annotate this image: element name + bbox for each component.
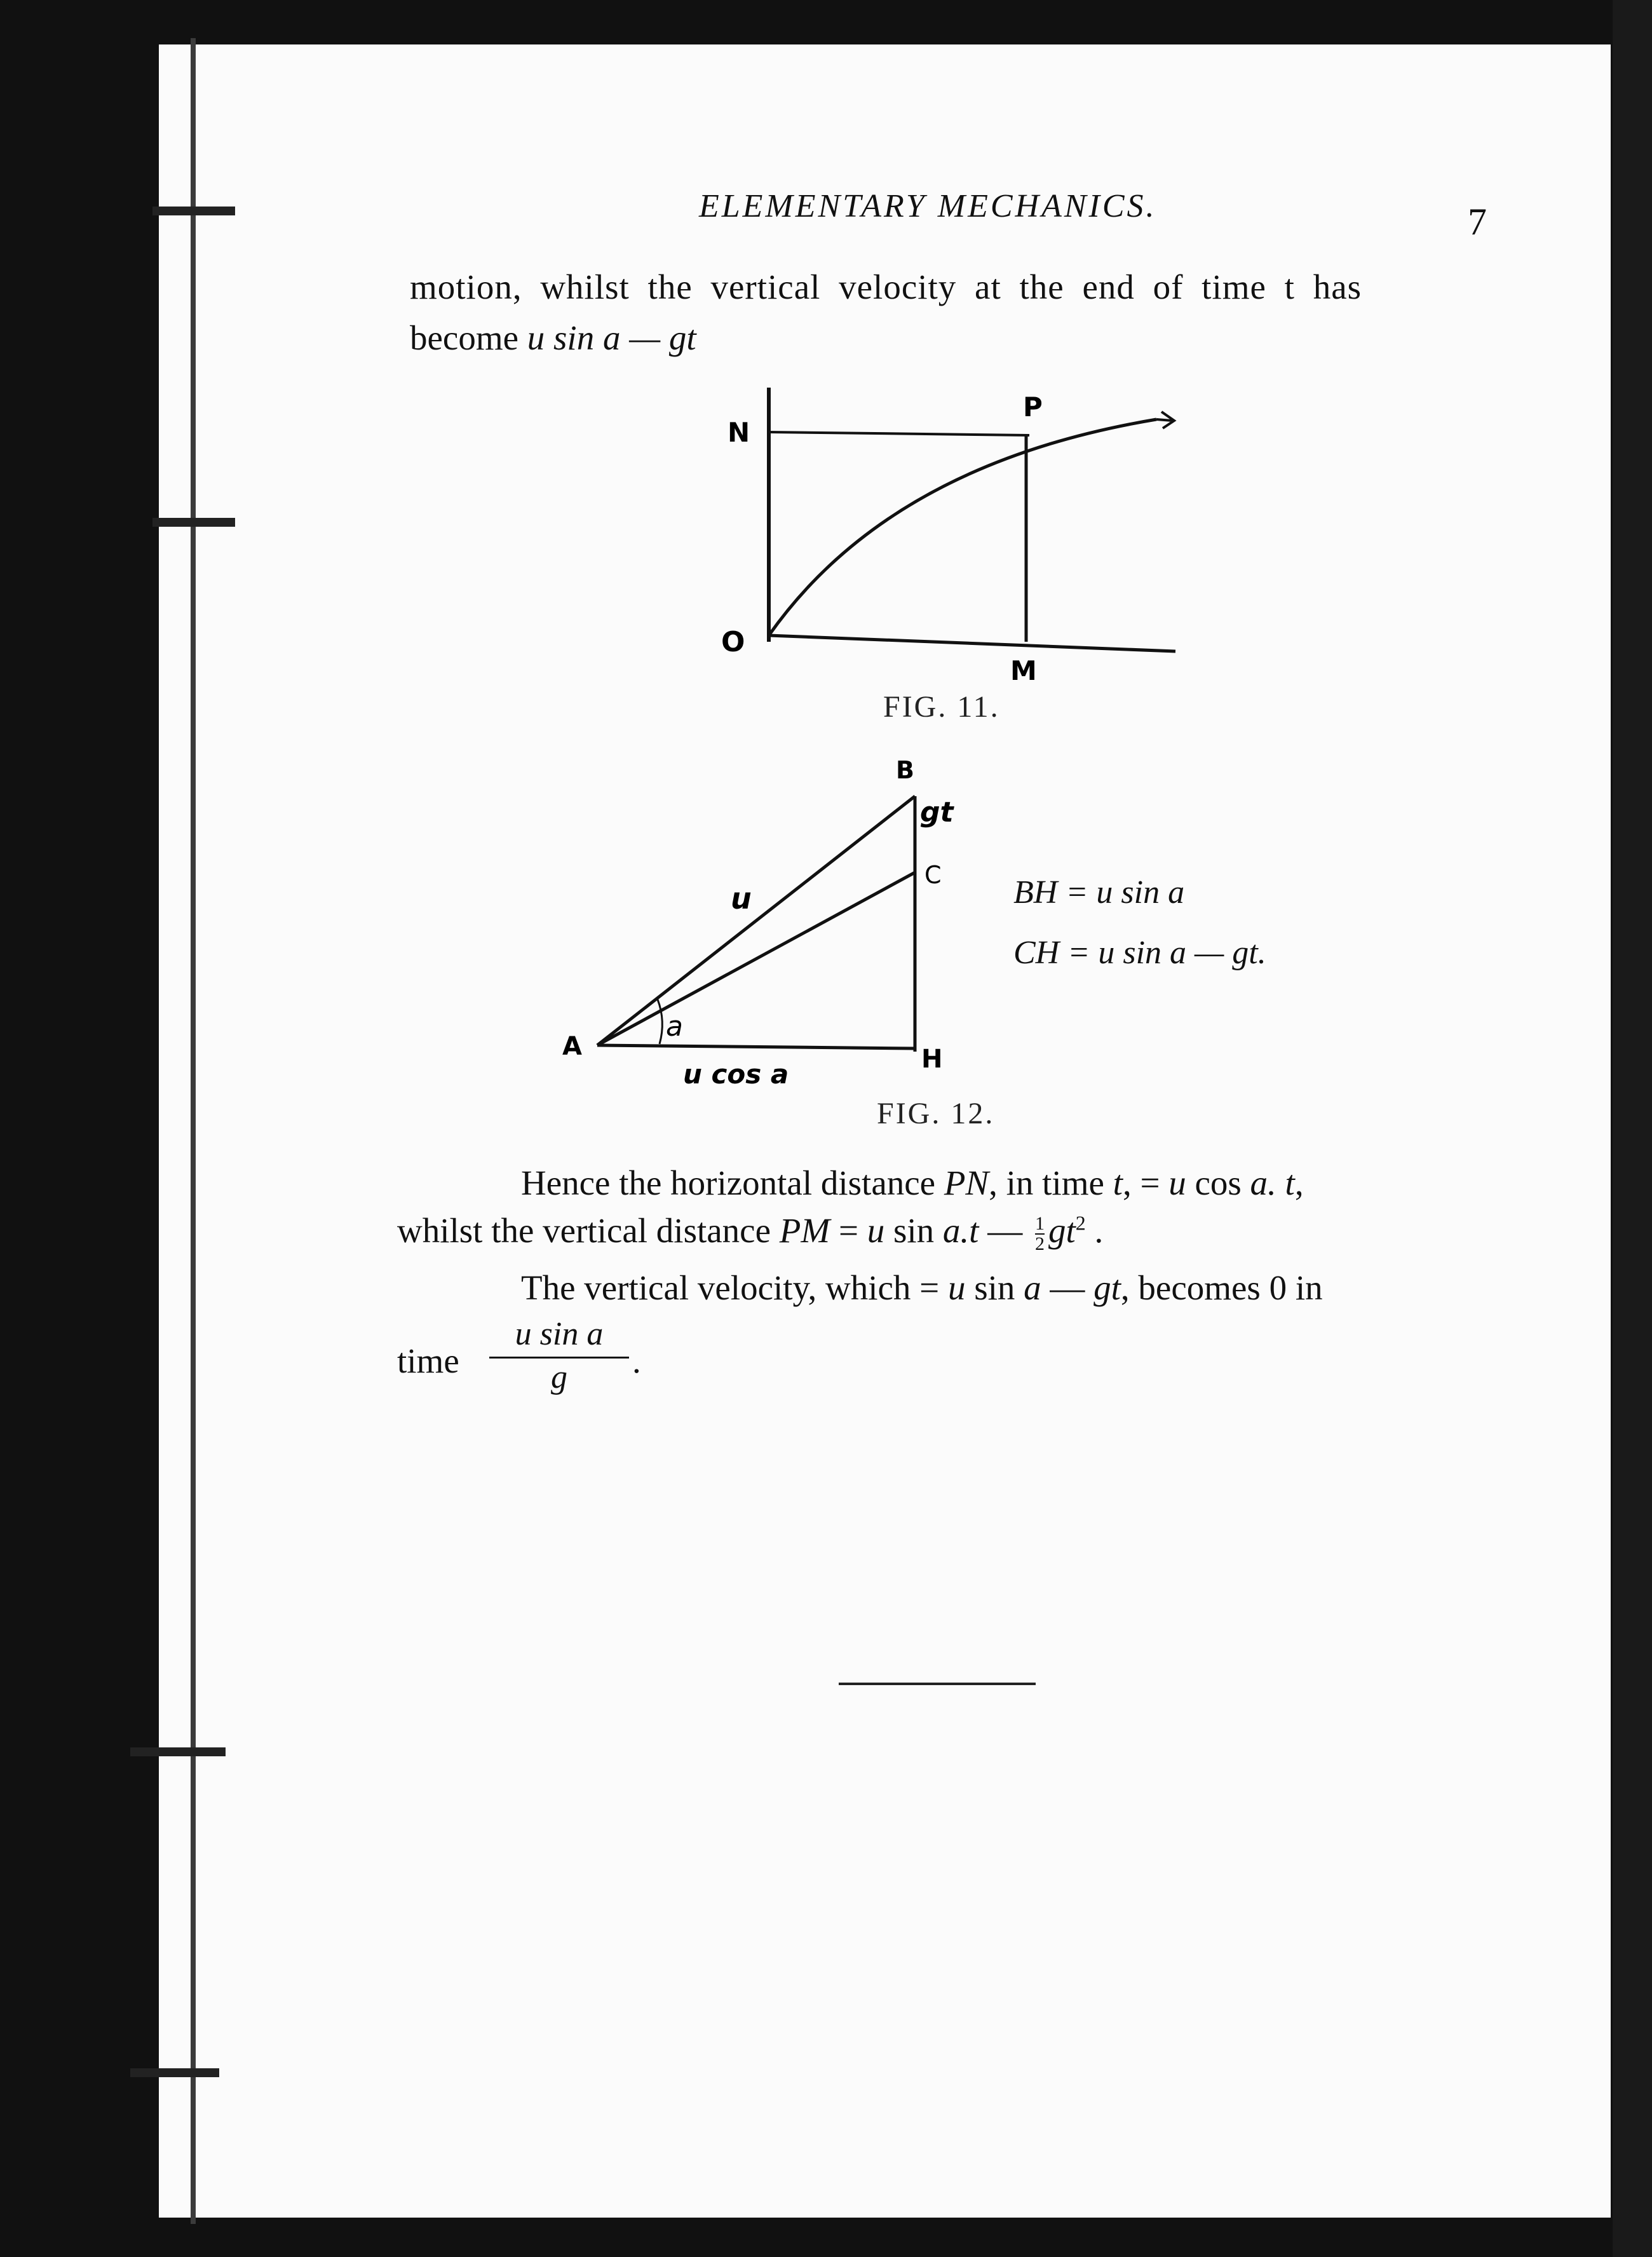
paragraph-line: Hence the horizontal distance PN, in time t, = u cos a. t, — [521, 1163, 1304, 1202]
fig-12-caption: FIG. 12. — [877, 1097, 995, 1130]
section-rule — [839, 1683, 1036, 1685]
fig-11-caption: FIG. 11. — [883, 690, 1000, 724]
binding-line — [191, 38, 196, 2224]
line-NP — [769, 432, 1029, 435]
label-O: O — [721, 626, 745, 658]
running-head: ELEMENTARY MECHANICS. — [699, 188, 1157, 224]
label-u: u — [731, 881, 752, 916]
label-gt: gt — [920, 796, 954, 829]
fraction-denominator: g — [551, 1359, 567, 1395]
label-N: N — [728, 417, 750, 448]
label-P: P — [1023, 391, 1043, 423]
page-number: 7 — [1468, 201, 1487, 243]
arrow-head-icon — [1156, 412, 1174, 428]
label-A: A — [562, 1032, 582, 1061]
horizontal-axis — [769, 635, 1175, 651]
label-ucos: u cos a — [683, 1059, 789, 1090]
binding-tab — [152, 207, 235, 215]
equation-CH: CH = u sin a — gt. — [1013, 935, 1266, 971]
label-B: B — [896, 756, 914, 784]
line-AH — [597, 1045, 915, 1048]
trajectory-curve — [769, 419, 1156, 635]
paragraph-line-time: time — [397, 1341, 459, 1380]
paragraph-line: motion, whilst the vertical velocity at the end of time t has — [410, 268, 1362, 306]
binding-tab — [130, 1747, 226, 1756]
label-M: M — [1010, 655, 1037, 686]
fraction-half: $\frac{1}{2}$ — [1034, 1213, 1045, 1255]
label-alpha: a — [666, 1010, 683, 1043]
angle-arc — [658, 1000, 662, 1044]
fig-11-diagram — [699, 369, 1207, 699]
label-H: H — [921, 1045, 943, 1074]
paragraph-line: become u sin a — gt — [410, 318, 696, 357]
page-edge-shadow — [1613, 0, 1652, 2257]
line-AB — [597, 796, 915, 1045]
paragraph-line: The vertical velocity, which = u sin a — gt, becomes 0 in — [521, 1268, 1323, 1307]
binding-tab — [152, 518, 235, 527]
paragraph-line: whilst the vertical distance PM = u sin a.t — $\frac{1}{2}$ $gt^2$ . — [397, 1211, 1104, 1255]
line-AC — [597, 872, 915, 1045]
fraction-numerator: u sin a — [489, 1315, 629, 1359]
binding-tab — [130, 2068, 219, 2077]
fig-12-diagram — [553, 747, 985, 1109]
label-C: C — [924, 861, 942, 889]
equation-BH: BH = u sin a — [1013, 874, 1185, 911]
sentence-end: . — [632, 1341, 641, 1380]
fraction-time — [489, 1315, 629, 1396]
